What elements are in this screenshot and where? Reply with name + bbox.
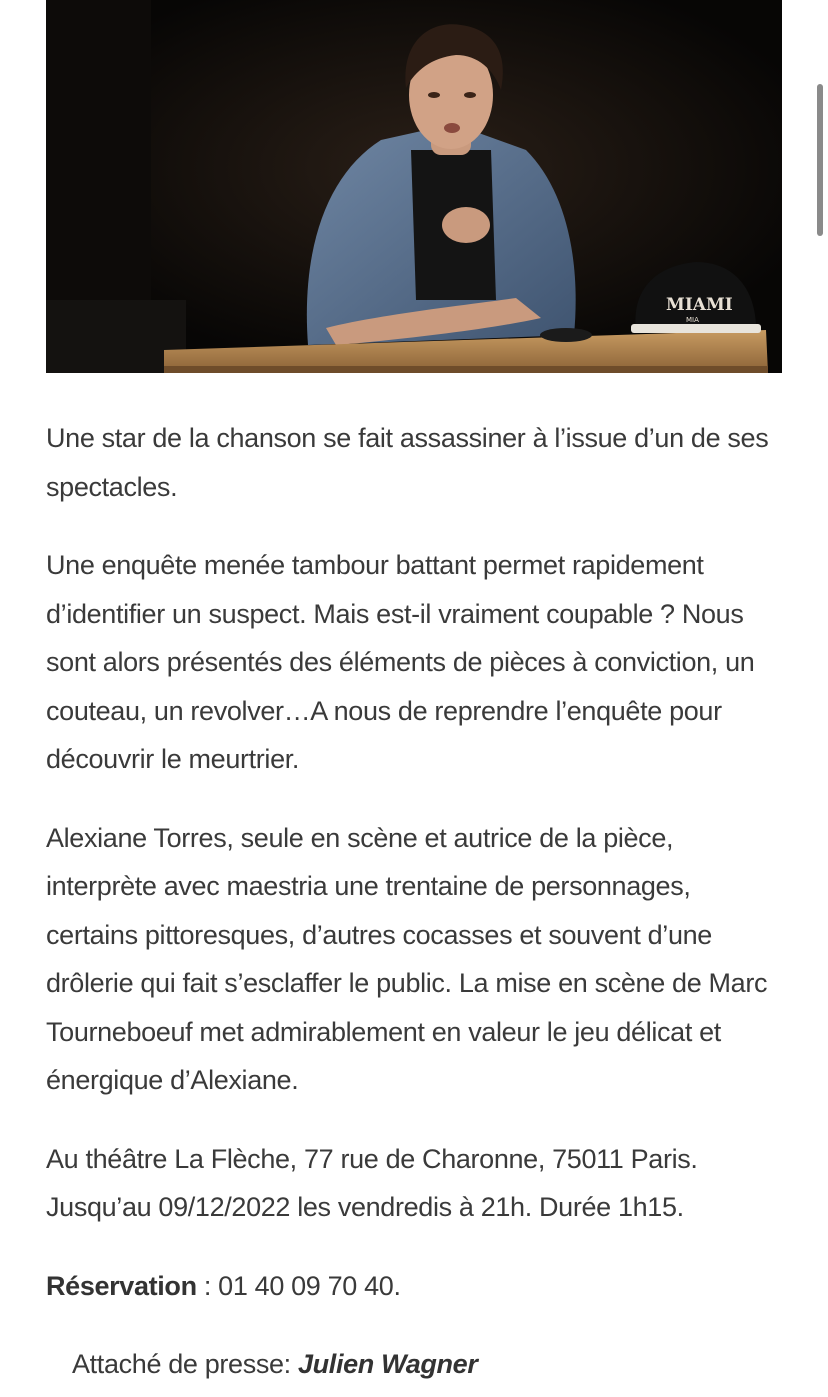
paragraph-venue (46, 1135, 786, 1232)
press-contact-name: Julien Wagner (298, 1349, 478, 1379)
cap-logo-text: MIAMI (666, 295, 733, 315)
stage-photo (46, 0, 782, 373)
press-contact-line (46, 1340, 786, 1389)
cap-logo-subtext: MIA (686, 316, 699, 324)
paragraph-performance: Alexiane Torres, seule en scène et autrice de la pièce, interprète avec maestria une trentaine de personnages, certains pittoresques, d’autres cocasses et souvent d’une drôlerie qui fait s’esclaffer le public. La mise en scène de Marc Tourneboeuf met admirablement en valeur le jeu délicat et énergique d’Alexiane. (46, 822, 768, 1095)
page-scrollbar[interactable] (817, 84, 823, 236)
reservation-line (46, 1262, 786, 1311)
reservation-phone[interactable]: : 01 40 09 70 40. (196, 1270, 401, 1301)
paragraph-synopsis: Une star de la chanson se fait assassiner à l’issue d’un de ses spectacles. (46, 423, 769, 502)
press-label: Attaché de presse: (72, 1349, 298, 1379)
dates-line: Jusqu’au 09/12/2022 les vendredis à 21h. Durée 1h15. (46, 1192, 684, 1222)
venue-line: Au théâtre La Flèche, 77 rue de Charonne, 75011 Paris. (46, 1143, 698, 1174)
article-hero-image (46, 0, 782, 373)
paragraph-investigation: Une enquête menée tambour battant permet rapidement d’identifier un suspect. Mais est-il vraiment coupable ? Nous sont alors présentés des éléments de pièces à conviction, un couteau, un revolver…A nous de reprendre l’enquête pour découvrir le meurtrier. (46, 550, 755, 774)
reservation-label: Réservation (46, 1270, 197, 1301)
article-body (46, 414, 786, 1389)
